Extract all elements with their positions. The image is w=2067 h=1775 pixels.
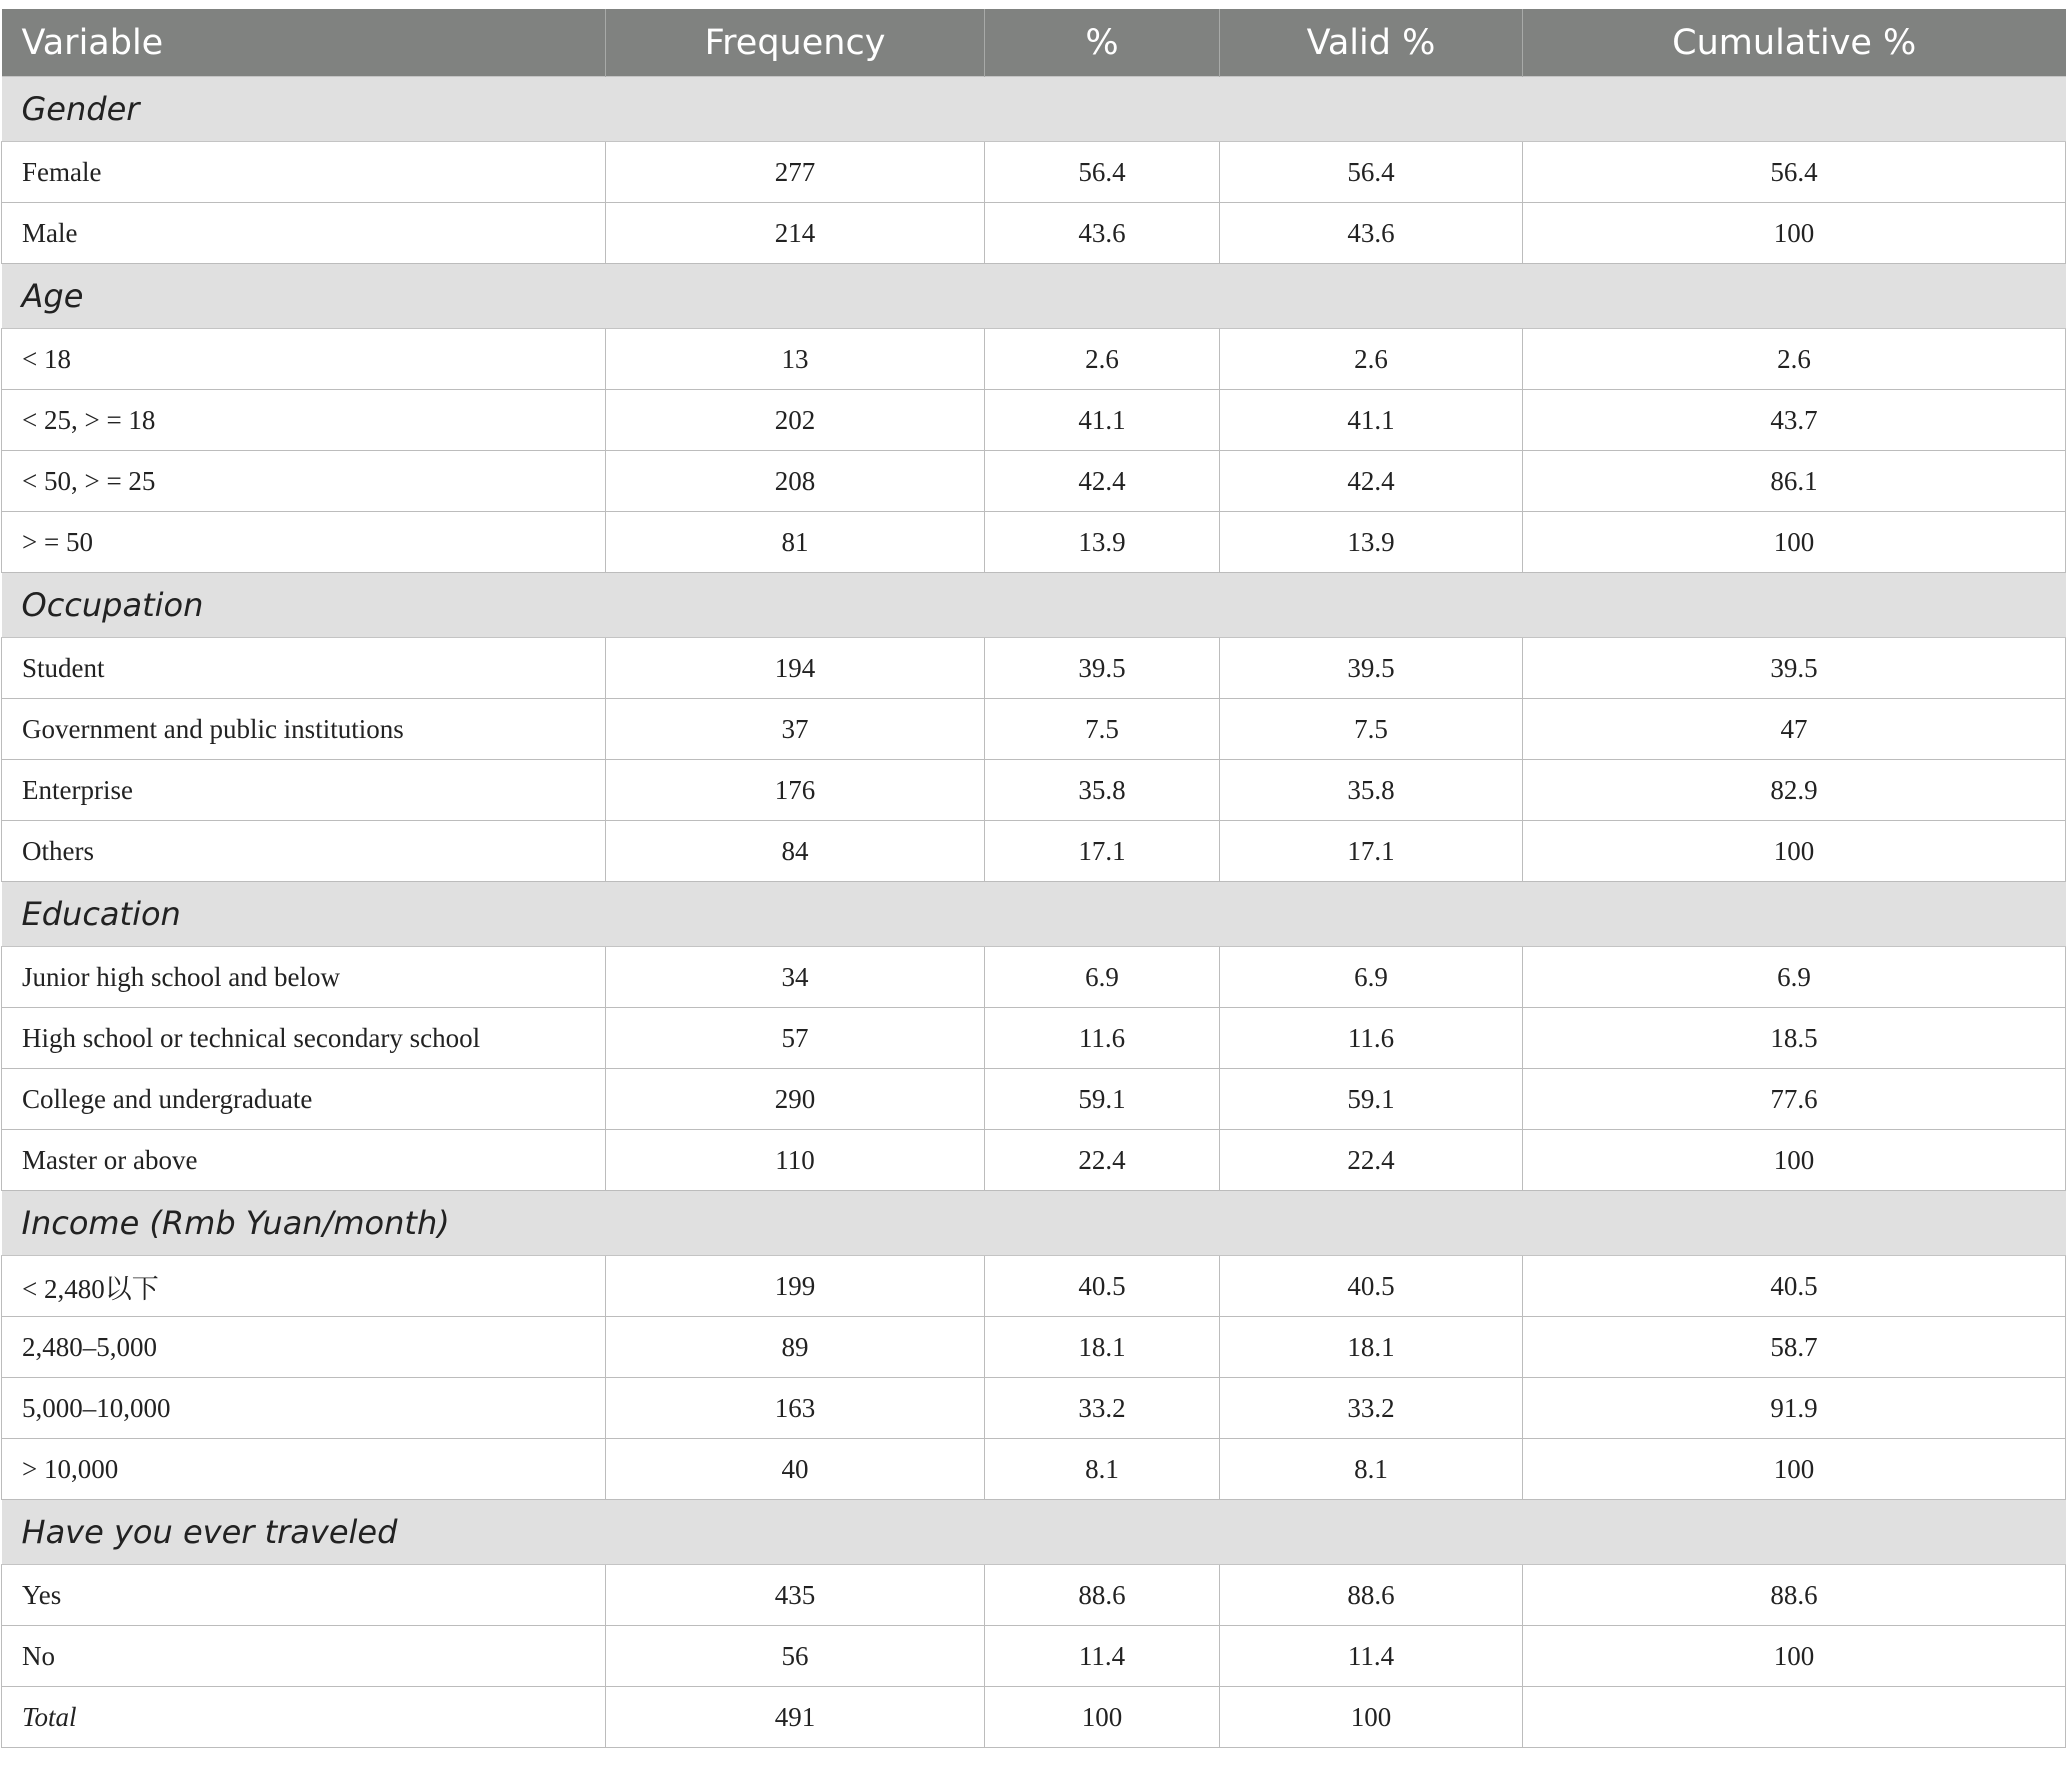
- section-row: [2, 573, 2066, 638]
- cumulative-percent-cell: 56.4: [1523, 142, 2066, 203]
- valid-percent-cell: 39.5: [1220, 638, 1523, 699]
- valid-percent-cell: 11.6: [1220, 1008, 1523, 1069]
- percent-cell: 33.2: [985, 1378, 1220, 1439]
- frequency-cell: 194: [606, 638, 985, 699]
- cumulative-percent-cell: 88.6: [1523, 1565, 2066, 1626]
- frequency-cell: 277: [606, 142, 985, 203]
- variable-cell: < 2,480以下: [2, 1256, 606, 1317]
- header-valid-percent: Valid %: [1220, 9, 1523, 77]
- valid-percent-cell: 35.8: [1220, 760, 1523, 821]
- variable-cell: No: [2, 1626, 606, 1687]
- variable-cell: < 25, > = 18: [2, 390, 606, 451]
- frequency-cell: 110: [606, 1130, 985, 1191]
- header-percent: %: [985, 9, 1220, 77]
- table-row: [2, 451, 2066, 512]
- variable-cell: Junior high school and below: [2, 947, 606, 1008]
- variable-cell: > 10,000: [2, 1439, 606, 1500]
- frequency-cell: 34: [606, 947, 985, 1008]
- table-row: [2, 821, 2066, 882]
- total-cumulative-percent-cell: [1523, 1687, 2066, 1748]
- percent-cell: 18.1: [985, 1317, 1220, 1378]
- cumulative-percent-cell: 86.1: [1523, 451, 2066, 512]
- variable-cell: Government and public institutions: [2, 699, 606, 760]
- cumulative-percent-cell: 91.9: [1523, 1378, 2066, 1439]
- frequency-cell: 214: [606, 203, 985, 264]
- percent-cell: 43.6: [985, 203, 1220, 264]
- table-container: [1, 9, 2065, 1748]
- variable-cell: Master or above: [2, 1130, 606, 1191]
- valid-percent-cell: 40.5: [1220, 1256, 1523, 1317]
- cumulative-percent-cell: 100: [1523, 1626, 2066, 1687]
- cumulative-percent-cell: 58.7: [1523, 1317, 2066, 1378]
- cumulative-percent-cell: 2.6: [1523, 329, 2066, 390]
- percent-cell: 42.4: [985, 451, 1220, 512]
- section-title: Gender: [2, 77, 2066, 142]
- valid-percent-cell: 56.4: [1220, 142, 1523, 203]
- valid-percent-cell: 8.1: [1220, 1439, 1523, 1500]
- percent-cell: 7.5: [985, 699, 1220, 760]
- cumulative-percent-cell: 47: [1523, 699, 2066, 760]
- cumulative-percent-cell: 39.5: [1523, 638, 2066, 699]
- section-title: Income (Rmb Yuan/month): [2, 1191, 2066, 1256]
- header-variable: Variable: [2, 9, 606, 77]
- variable-cell: > = 50: [2, 512, 606, 573]
- frequency-cell: 176: [606, 760, 985, 821]
- cumulative-percent-cell: 100: [1523, 512, 2066, 573]
- table-row: [2, 1317, 2066, 1378]
- cumulative-percent-cell: 77.6: [1523, 1069, 2066, 1130]
- percent-cell: 41.1: [985, 390, 1220, 451]
- valid-percent-cell: 43.6: [1220, 203, 1523, 264]
- frequency-cell: 202: [606, 390, 985, 451]
- percent-cell: 11.4: [985, 1626, 1220, 1687]
- valid-percent-cell: 18.1: [1220, 1317, 1523, 1378]
- table-row: [2, 1439, 2066, 1500]
- section-title: Education: [2, 882, 2066, 947]
- percent-cell: 35.8: [985, 760, 1220, 821]
- percent-cell: 6.9: [985, 947, 1220, 1008]
- percent-cell: 2.6: [985, 329, 1220, 390]
- variable-cell: Female: [2, 142, 606, 203]
- valid-percent-cell: 41.1: [1220, 390, 1523, 451]
- variable-cell: College and undergraduate: [2, 1069, 606, 1130]
- variable-cell: Student: [2, 638, 606, 699]
- variable-cell: Male: [2, 203, 606, 264]
- header-cumulative-percent: Cumulative %: [1523, 9, 2066, 77]
- header-frequency: Frequency: [606, 9, 985, 77]
- frequency-cell: 435: [606, 1565, 985, 1626]
- variable-cell: < 50, > = 25: [2, 451, 606, 512]
- cumulative-percent-cell: 100: [1523, 821, 2066, 882]
- percent-cell: 59.1: [985, 1069, 1220, 1130]
- variable-cell: Others: [2, 821, 606, 882]
- percent-cell: 11.6: [985, 1008, 1220, 1069]
- cumulative-percent-cell: 18.5: [1523, 1008, 2066, 1069]
- table-row: [2, 203, 2066, 264]
- section-row: [2, 77, 2066, 142]
- cumulative-percent-cell: 40.5: [1523, 1256, 2066, 1317]
- frequency-cell: 13: [606, 329, 985, 390]
- valid-percent-cell: 33.2: [1220, 1378, 1523, 1439]
- section-row: [2, 1191, 2066, 1256]
- frequency-cell: 208: [606, 451, 985, 512]
- percent-cell: 8.1: [985, 1439, 1220, 1500]
- table-row: [2, 390, 2066, 451]
- total-valid-percent-cell: 100: [1220, 1687, 1523, 1748]
- frequency-cell: 163: [606, 1378, 985, 1439]
- frequency-cell: 290: [606, 1069, 985, 1130]
- frequency-cell: 81: [606, 512, 985, 573]
- section-row: [2, 264, 2066, 329]
- variable-cell: Yes: [2, 1565, 606, 1626]
- section-row: [2, 1500, 2066, 1565]
- table-body: [2, 77, 2066, 1748]
- cumulative-percent-cell: 82.9: [1523, 760, 2066, 821]
- valid-percent-cell: 13.9: [1220, 512, 1523, 573]
- percent-cell: 39.5: [985, 638, 1220, 699]
- total-percent-cell: 100: [985, 1687, 1220, 1748]
- cumulative-percent-cell: 43.7: [1523, 390, 2066, 451]
- cumulative-percent-cell: 6.9: [1523, 947, 2066, 1008]
- frequency-table: [1, 9, 2066, 1748]
- frequency-cell: 56: [606, 1626, 985, 1687]
- percent-cell: 22.4: [985, 1130, 1220, 1191]
- header-row: [2, 9, 2066, 77]
- frequency-cell: 40: [606, 1439, 985, 1500]
- section-title: Age: [2, 264, 2066, 329]
- total-row: [2, 1687, 2066, 1748]
- frequency-cell: 37: [606, 699, 985, 760]
- cumulative-percent-cell: 100: [1523, 203, 2066, 264]
- table-row: [2, 142, 2066, 203]
- section-title: Occupation: [2, 573, 2066, 638]
- variable-cell: 2,480–5,000: [2, 1317, 606, 1378]
- valid-percent-cell: 2.6: [1220, 329, 1523, 390]
- table-row: [2, 512, 2066, 573]
- table-row: [2, 1069, 2066, 1130]
- valid-percent-cell: 6.9: [1220, 947, 1523, 1008]
- table-header: [2, 9, 2066, 77]
- frequency-cell: 84: [606, 821, 985, 882]
- cumulative-percent-cell: 100: [1523, 1439, 2066, 1500]
- valid-percent-cell: 22.4: [1220, 1130, 1523, 1191]
- frequency-cell: 89: [606, 1317, 985, 1378]
- valid-percent-cell: 7.5: [1220, 699, 1523, 760]
- percent-cell: 13.9: [985, 512, 1220, 573]
- percent-cell: 17.1: [985, 821, 1220, 882]
- valid-percent-cell: 88.6: [1220, 1565, 1523, 1626]
- section-title: Have you ever traveled: [2, 1500, 2066, 1565]
- table-row: [2, 1565, 2066, 1626]
- total-frequency-cell: 491: [606, 1687, 985, 1748]
- table-row: [2, 1626, 2066, 1687]
- table-row: [2, 1008, 2066, 1069]
- valid-percent-cell: 42.4: [1220, 451, 1523, 512]
- table-row: [2, 638, 2066, 699]
- table-row: [2, 1130, 2066, 1191]
- table-row: [2, 329, 2066, 390]
- table-row: [2, 760, 2066, 821]
- table-row: [2, 947, 2066, 1008]
- table-row: [2, 699, 2066, 760]
- percent-cell: 88.6: [985, 1565, 1220, 1626]
- frequency-cell: 57: [606, 1008, 985, 1069]
- variable-cell: 5,000–10,000: [2, 1378, 606, 1439]
- variable-cell: Enterprise: [2, 760, 606, 821]
- percent-cell: 56.4: [985, 142, 1220, 203]
- table-row: [2, 1256, 2066, 1317]
- table-row: [2, 1378, 2066, 1439]
- total-variable-cell: Total: [2, 1687, 606, 1748]
- valid-percent-cell: 11.4: [1220, 1626, 1523, 1687]
- variable-cell: < 18: [2, 329, 606, 390]
- variable-cell: High school or technical secondary school: [2, 1008, 606, 1069]
- cumulative-percent-cell: 100: [1523, 1130, 2066, 1191]
- frequency-cell: 199: [606, 1256, 985, 1317]
- valid-percent-cell: 59.1: [1220, 1069, 1523, 1130]
- valid-percent-cell: 17.1: [1220, 821, 1523, 882]
- section-row: [2, 882, 2066, 947]
- percent-cell: 40.5: [985, 1256, 1220, 1317]
